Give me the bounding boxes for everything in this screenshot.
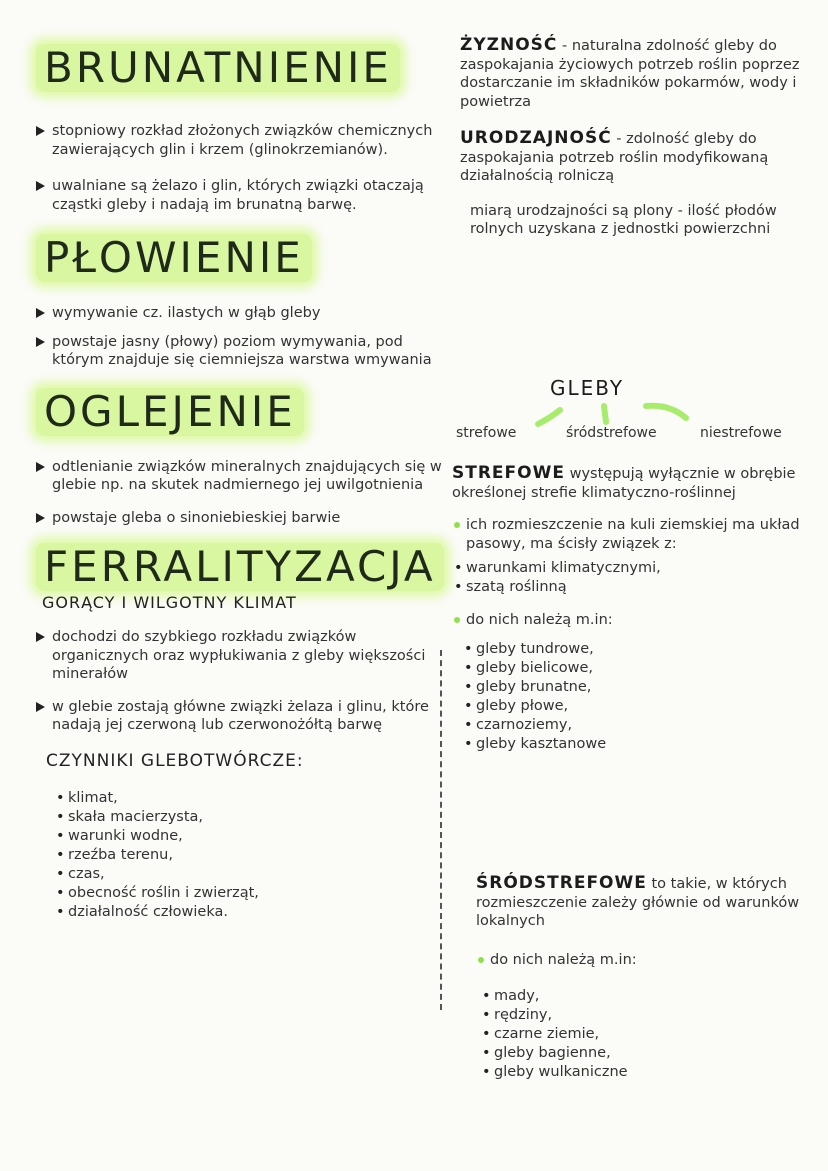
section-urodzajnosc [460,129,820,239]
strefowe-note: ich rozmieszczenie na kuli ziemskiej ma układ pasowy, ma ścisły związek z: [452,516,816,553]
list-item: • szatą roślinną [452,578,816,597]
list-item: • obecność roślin i zwierząt, [54,884,450,903]
list-item: • gleby bagienne, [480,1044,816,1063]
list-item: • czarne ziemie, [480,1025,816,1044]
srodstrefowe-members [480,987,816,1082]
bullet-text: wymywanie cz. ilastych w głąb gleby [36,304,450,323]
section-brunatnienie [30,44,450,214]
bullet-text: uwalniane są żelazo i glin, których związki otaczają cząstki gleby i nadają im brunatną barwę. [36,177,450,214]
list-item: • działalność człowieka. [54,903,450,922]
urodzajnosc-note: miarą urodzajności są plony - ilość płodów rolnych uzyskana z jednostki powierzchni [470,202,777,237]
bullet-text: powstaje jasny (płowy) poziom wymywania, pod którym znajduje się ciemniejsza warstwa wmywania [36,333,450,370]
list-item: • gleby wulkaniczne [480,1063,816,1082]
left-column [30,36,450,922]
bullet-text: w glebie zostają główne związki żelaza i glinu, które nadają jej czerwoną lub czerwonożółtą barwę [36,698,450,735]
strefowe-members-label: do nich należą m.in: [452,611,816,630]
term-zyznosc: ŻYZNOŚĆ [460,35,558,55]
section-srodstrefowe [476,874,816,1082]
list-item: • gleby płowe, [462,697,816,716]
list-item: • warunki wodne, [54,827,450,846]
soil-type: niestrefowe [700,425,782,441]
list-item: • gleby kasztanowe [462,735,816,754]
section-title: BRUNATNIENIE [36,44,400,92]
list-item: • rędziny, [480,1006,816,1025]
branch-line [538,410,560,424]
dashed-divider [440,650,442,1010]
section-oglejenie [30,388,450,528]
strefowe-members [462,640,816,754]
definition-strefowe: występują wyłącznie w obrębie określonej strefie klimatyczno-roślinnej [452,466,796,501]
list-item: • warunkami klimatycznymi, [452,559,816,578]
section-ferralityzacja [30,543,450,735]
list-item: • czarnoziemy, [462,716,816,735]
term-strefowe: STREFOWE [452,463,565,483]
definition-srodstrefowe: to takie, w których rozmieszczenie zależy głównie od warunków lokalnych [476,876,800,929]
list-item: • gleby tundrowe, [462,640,816,659]
section-title: PŁOWIENIE [36,234,312,282]
section-strefowe [452,464,816,754]
branch-line [646,406,686,418]
section-plowienie [30,234,450,370]
list-item: • gleby bielicowe, [462,659,816,678]
definition-zyznosc: - naturalna zdolność gleby do zaspokajania życiowych potrzeb roślin poprzez dostarczanie im składników pokarmów, wody i powietrza [460,38,800,110]
section-title: FERRALITYZACJA [36,543,444,591]
srodstrefowe-members-label: do nich należą m.in: [476,951,816,970]
list-item: • czas, [54,865,450,884]
bullet-text: stopniowy rozkład złożonych związków chemicznych zawierających glin i krzem (glinokrzemianów). [36,122,450,159]
term-urodzajnosc: URODZAJNOŚĆ [460,128,612,148]
strefowe-links [452,559,816,597]
soil-type: strefowe [456,425,517,441]
list-item: • rzeźba terenu, [54,846,450,865]
section-title: OGLEJENIE [36,388,304,436]
list-item: • gleby brunatne, [462,678,816,697]
list-item: • skała macierzysta, [54,808,450,827]
bullet-text: dochodzi do szybkiego rozkładu związków organicznych oraz wypłukiwania z gleby większości minerałów [36,628,450,684]
definition-urodzajnosc: - zdolność gleby do zaspokajania potrzeb roślin modyfikowaną działalnością rolniczą [460,131,769,184]
bullet-text: odtlenianie związków mineralnych znajdujących się w glebie np. na skutek nadmiernego jej uwilgotnienia [36,458,450,495]
section-zyznosc [460,36,820,111]
right-column [460,36,820,239]
list-item: • mady, [480,987,816,1006]
branch-line [604,406,606,422]
czynniki-title: CZYNNIKI GLEBOTWÓRCZE: [46,750,304,771]
list-item: • klimat, [54,789,450,808]
czynniki-list [54,789,450,922]
section-subtitle: GORĄCY I WILGOTNY KLIMAT [42,593,297,612]
bullet-text: powstaje gleba o sinoniebieskiej barwie [36,509,450,528]
term-srodstrefowe: ŚRÓDSTREFOWE [476,873,647,893]
soil-type: śródstrefowe [566,425,657,441]
section-czynniki [30,751,450,922]
gleby-title: GLEBY [550,376,625,400]
